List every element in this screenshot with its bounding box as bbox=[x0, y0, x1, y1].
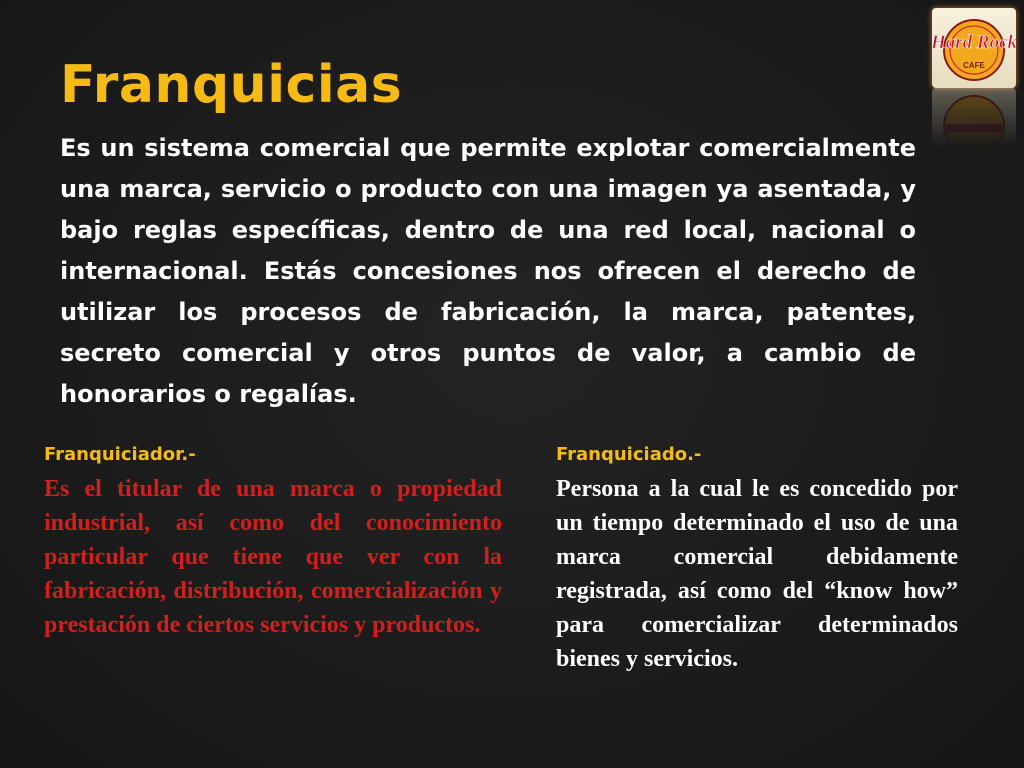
slide-title: Franquicias bbox=[60, 55, 403, 115]
logo-reflection-icon bbox=[932, 88, 1016, 148]
franquiciado-text: Persona a la cual le es concedido por un tiempo determinado el uso de una marca comercial debidamente registrada, así como del “know how” para comercializar determinados bienes y servicios. bbox=[556, 476, 958, 672]
franquiciador-text: Es el titular de una marca o propiedad industrial, así como del conocimiento particular que tiene que ver con la fabricación, distribución, comercialización y prestación de ciertos servicios y productos. bbox=[44, 476, 502, 638]
franquiciador-heading: Franquiciador.- bbox=[44, 444, 196, 465]
franquiciado-heading: Franquiciado.- bbox=[556, 444, 702, 465]
hard-rock-cafe-logo-icon bbox=[932, 8, 1016, 88]
logo-graphic bbox=[932, 8, 1016, 88]
intro-paragraph: Es un sistema comercial que permite explotar comercialmente una marca, servicio o producto con una imagen ya asentada, y bajo reglas específicas, dentro de una red local, nacional o internacional. Estás concesiones nos ofrecen el derecho de utilizar los procesos de fabricación, la marca, patentes, secreto comercial y otros puntos de valor, a cambio de honorarios o regalías. bbox=[60, 134, 916, 408]
logo-text-line2: CAFE bbox=[963, 61, 985, 70]
logo-text-line1: Hard Rock bbox=[932, 32, 1016, 53]
